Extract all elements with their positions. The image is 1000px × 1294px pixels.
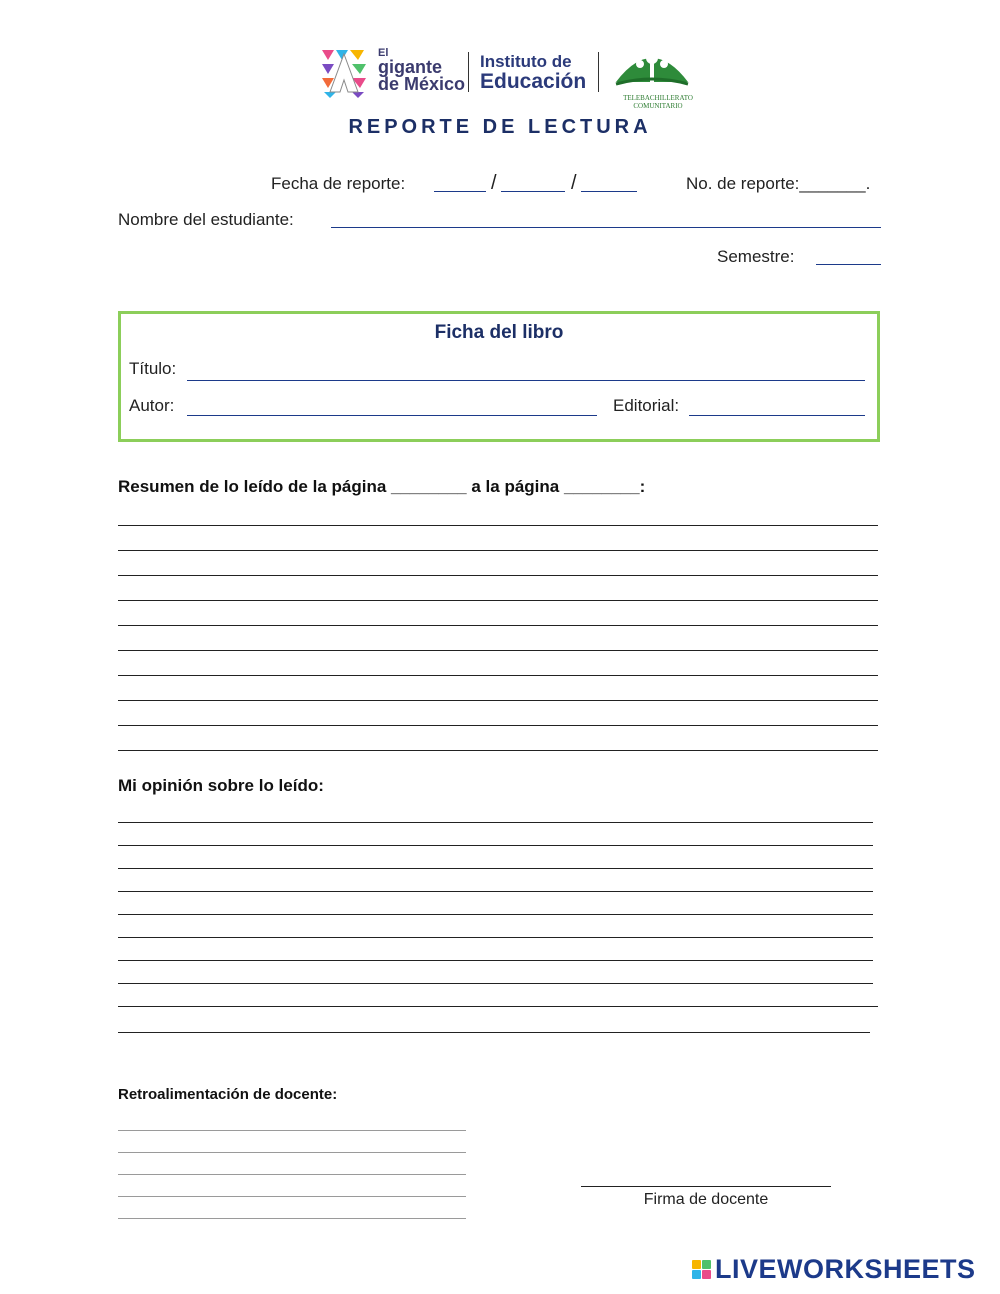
retro-line[interactable]: [118, 1196, 466, 1197]
opinion-line[interactable]: [118, 1006, 878, 1007]
retro-line[interactable]: [118, 1174, 466, 1175]
header-logos: [318, 44, 698, 110]
editorial-label: Editorial:: [613, 396, 680, 415]
editorial-field[interactable]: [689, 415, 865, 416]
ficha-title: Ficha del libro: [434, 322, 564, 343]
firma-line[interactable]: [581, 1186, 831, 1187]
resumen-line[interactable]: [118, 750, 878, 751]
logo-separator: [468, 52, 469, 92]
fecha-month-field[interactable]: [501, 191, 565, 192]
fecha-day-field[interactable]: [434, 191, 486, 192]
resumen-label: Resumen de lo leído de la página ________ a la página ________:: [118, 477, 646, 496]
opinion-line[interactable]: [118, 1032, 870, 1033]
opinion-label: Mi opinión sobre lo leído:: [118, 776, 324, 795]
instituto-logo-text: Instituto de Educación: [480, 52, 587, 93]
gigante-logo-icon: [318, 46, 370, 98]
opinion-line[interactable]: [118, 937, 873, 938]
no-reporte-label[interactable]: No. de reporte:_______.: [686, 174, 871, 193]
semestre-field[interactable]: [816, 264, 881, 265]
page-title: REPORTE DE LECTURA: [348, 116, 652, 138]
opinion-line[interactable]: [118, 868, 873, 869]
resumen-line[interactable]: [118, 700, 878, 701]
firma-label: Firma de docente: [643, 1191, 769, 1208]
liveworksheets-blocks-icon: [692, 1260, 711, 1279]
nombre-label: Nombre del estudiante:: [118, 210, 294, 229]
fecha-year-field[interactable]: [581, 191, 637, 192]
resumen-line[interactable]: [118, 575, 878, 576]
resumen-line[interactable]: [118, 600, 878, 601]
retro-label: Retroalimentación de docente:: [118, 1086, 338, 1103]
liveworksheets-logo: [692, 1254, 976, 1285]
autor-field[interactable]: [187, 415, 597, 416]
fecha-label: Fecha de reporte:: [271, 174, 406, 193]
resumen-line[interactable]: [118, 525, 878, 526]
semestre-label: Semestre:: [717, 247, 795, 266]
titulo-field[interactable]: [187, 380, 865, 381]
telebachillerato-logo-text: TELEBACHILLERATO COMUNITARIO: [623, 94, 693, 110]
resumen-line[interactable]: [118, 625, 878, 626]
opinion-line[interactable]: [118, 960, 873, 961]
gigante-logo-text: El gigante de México: [378, 47, 466, 94]
opinion-line[interactable]: [118, 822, 873, 823]
resumen-line[interactable]: [118, 725, 878, 726]
autor-label: Autor:: [129, 396, 175, 415]
opinion-line[interactable]: [118, 845, 873, 846]
fecha-slash-2: /: [571, 172, 577, 194]
logo-separator-2: [598, 52, 599, 92]
liveworksheets-text: LIVEWORKSHEETS: [715, 1254, 976, 1284]
opinion-line[interactable]: [118, 914, 873, 915]
fecha-slash-1: /: [491, 172, 497, 194]
retro-line[interactable]: [118, 1130, 466, 1131]
opinion-line[interactable]: [118, 891, 873, 892]
nombre-field[interactable]: [331, 227, 881, 228]
resumen-line[interactable]: [118, 675, 878, 676]
ficha-del-libro-box: [118, 311, 880, 442]
titulo-label: Título:: [129, 359, 177, 378]
resumen-line[interactable]: [118, 550, 878, 551]
retro-line[interactable]: [118, 1218, 466, 1219]
opinion-line[interactable]: [118, 983, 873, 984]
telebachillerato-tree-icon: [614, 44, 690, 94]
retro-line[interactable]: [118, 1152, 466, 1153]
resumen-line[interactable]: [118, 650, 878, 651]
